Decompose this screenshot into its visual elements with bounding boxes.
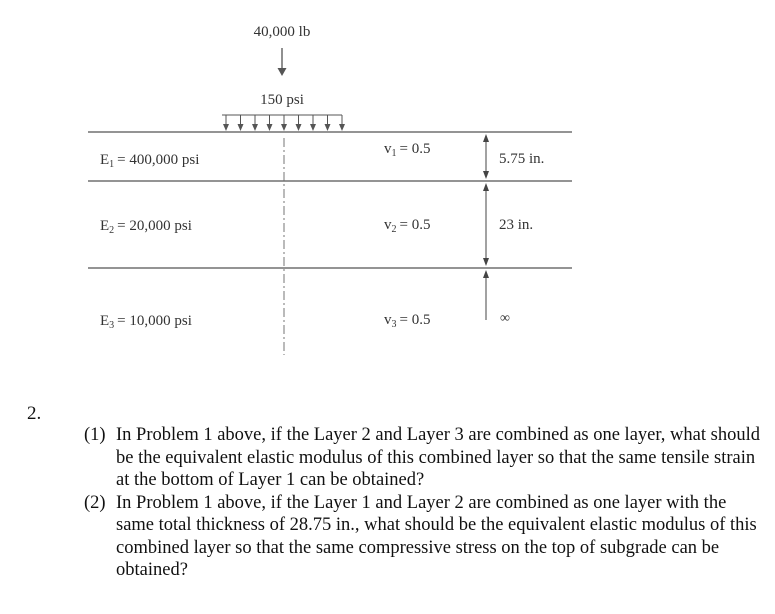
question-item	[84, 424, 764, 492]
question-item	[84, 492, 764, 582]
layer-1-thickness: 5.75 in.	[499, 151, 545, 167]
question-text: In Problem 1 above, if the Layer 2 and Layer 3 are combined as one layer, what should be the equivalent elastic modulus of this combined layer so that the same tensile strain at the bottom of Layer 1 can be obtained?	[116, 425, 760, 490]
layer-2-modulus: $E_2 = 20,000$ psi	[100, 218, 192, 236]
pressure-arrow-head	[267, 124, 273, 131]
layer-1-poisson: $v_1 = 0.5$	[384, 141, 431, 159]
load-force-label: 40,000 lb	[253, 24, 311, 40]
layer-2-thickness: 23 in.	[499, 217, 534, 233]
pressure-arrow-head	[339, 124, 345, 131]
layer-3-thickness-infinite: ∞	[500, 311, 510, 326]
pressure-arrow-head	[325, 124, 331, 131]
question-label: (2)	[84, 492, 106, 513]
pressure-arrow-head	[281, 124, 287, 131]
question-text: In Problem 1 above, if the Layer 1 and Layer 2 are combined as one layer with the same total thickness of 28.75 in., what should be the equivalent elastic modulus of this combined layer so that the same compressive stress on the top of subgrade can be obtained?	[116, 492, 757, 580]
pressure-arrow-head	[238, 124, 244, 131]
layer-3-poisson: $v_3 = 0.5$	[384, 312, 431, 330]
load-arrow-icon	[278, 48, 287, 76]
problem-number: 2.	[27, 403, 42, 424]
layer-3-modulus: $E_3 = 10,000$ psi	[100, 313, 192, 331]
thickness-dimension-icon	[483, 134, 489, 320]
pressure-arrow-head	[252, 124, 258, 131]
pressure-arrow-head	[223, 124, 229, 131]
distributed-load-arrows-icon	[222, 115, 345, 131]
layer-1-modulus: $E_1 = 400,000$ psi	[100, 152, 200, 170]
pressure-arrow-head	[296, 124, 302, 131]
question-list	[84, 424, 764, 582]
question-label: (1)	[84, 425, 106, 445]
load-pressure-label: 150 psi	[260, 92, 304, 108]
layer-2-poisson: $v_2 = 0.5$	[384, 217, 431, 235]
pressure-arrow-head	[310, 124, 316, 131]
